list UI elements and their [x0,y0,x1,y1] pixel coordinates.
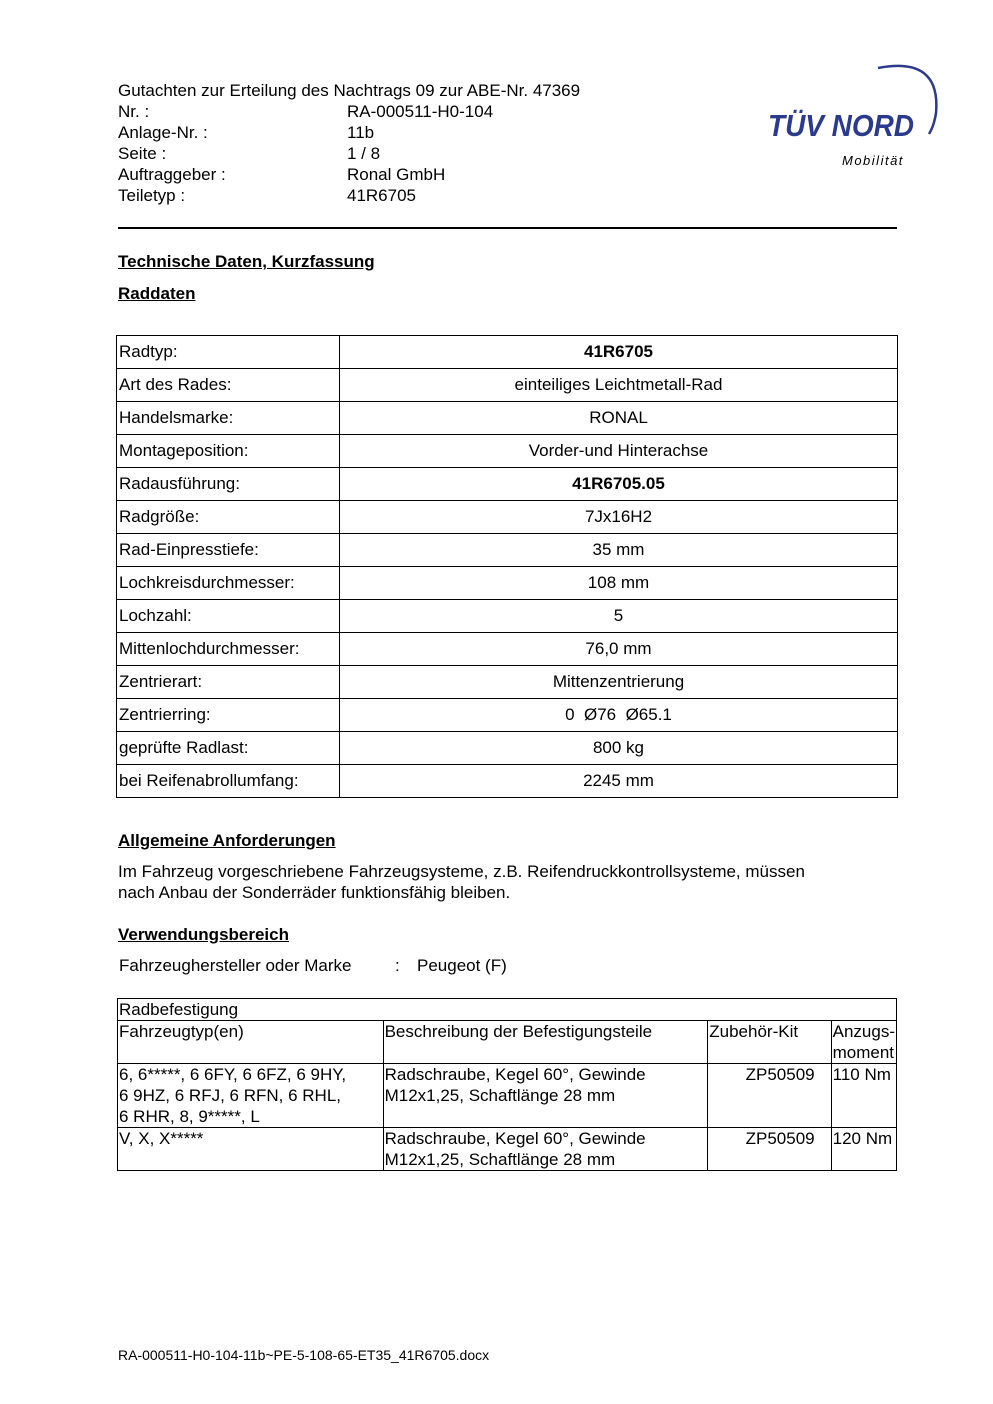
row-label: Radgröße: [117,501,340,534]
row-value: 7Jx16H2 [340,501,898,534]
row-label: Montageposition: [117,435,340,468]
paragraph-line: nach Anbau der Sonderräder funktionsfähig bleiben. [118,883,511,902]
table-row [117,468,898,501]
section-technische-daten: Technische Daten, Kurzfassung [118,252,375,271]
cell-fahrzeugtyp: V, X, X***** [118,1128,384,1171]
row-label: Zentrierring: [117,699,340,732]
row-label: Rad-Einpresstiefe: [117,534,340,567]
cell-line: 6 9HZ, 6 RFJ, 6 RFN, 6 RHL, [119,1086,341,1105]
header-row-seite [118,143,580,164]
table-row [117,435,898,468]
cell-line: 6 RHR, 8, 9*****, L [119,1107,260,1126]
row-value: 800 kg [340,732,898,765]
table-title: Radbefestigung [118,999,897,1021]
logo-brand: TÜV NORD [768,108,914,143]
allgemeine-paragraph [118,861,878,903]
cell-anzugsmoment: 110 Nm [831,1064,896,1128]
paragraph-line: Im Fahrzeug vorgeschriebene Fahrzeugsysteme, z.B. Reifendruckkontrollsysteme, müssen [118,862,805,881]
table-row [117,600,898,633]
header-key: Teiletyp : [118,186,186,205]
logo-sub: Mobilität [842,153,904,168]
row-label: Lochzahl: [117,600,340,633]
header-line: moment [832,1043,895,1062]
document-footer: RA-000511-H0-104-11b~PE-5-108-65-ET35_41R6705.docx [118,1347,490,1363]
marke-line [119,956,507,976]
row-label: Mittenlochdurchmesser: [117,633,340,666]
header-anzugsmoment [831,1021,896,1064]
row-label: Radausführung: [117,468,340,501]
cell-fahrzeugtyp [118,1064,384,1128]
cell-line: Radschraube, Kegel 60°, Gewinde [384,1065,646,1084]
row-value: 41R6705 [340,336,898,369]
cell-line: M12x1,25, Schaftlänge 28 mm [384,1086,616,1105]
header-beschreibung: Beschreibung der Befestigungsteile [383,1021,708,1064]
row-label: Lochkreisdurchmesser: [117,567,340,600]
row-value: einteiliges Leichtmetall-Rad [340,369,898,402]
header-value: 41R6705 [347,186,417,205]
table-row [118,999,897,1021]
header-row-auftraggeber [118,164,580,185]
header-key: Nr. : [118,102,150,121]
row-label: geprüfte Radlast: [117,732,340,765]
section-allgemeine-anforderungen: Allgemeine Anforderungen [118,831,336,850]
row-value: 108 mm [340,567,898,600]
table-row [117,633,898,666]
header-row-anlage [118,122,580,143]
header-value: 1 / 8 [347,144,381,163]
row-label: Art des Rades: [117,369,340,402]
table-row [117,666,898,699]
table-row [118,1064,897,1128]
raddaten-table [116,335,898,798]
header-zubehoer-kit: Zubehör-Kit [708,1021,831,1064]
cell-line: M12x1,25, Schaftlänge 28 mm [384,1150,616,1169]
cell-beschreibung [383,1064,708,1128]
table-row [117,534,898,567]
header-key: Auftraggeber : [118,165,226,184]
row-value: 0 Ø76 Ø65.1 [340,699,898,732]
header-row-teiletyp [118,185,580,206]
table-row [117,336,898,369]
document-header [118,80,580,206]
row-label: Radtyp: [117,336,340,369]
row-value: Vorder-und Hinterachse [340,435,898,468]
cell-zubehoer-kit: ZP50509 [708,1128,831,1171]
table-row [117,699,898,732]
header-line: Anzugs- [832,1022,895,1041]
tuev-nord-logo [766,58,941,173]
row-label: Zentrierart: [117,666,340,699]
table-row [117,765,898,798]
row-label: bei Reifenabrollumfang: [117,765,340,798]
cell-line: 6, 6*****, 6 6FY, 6 6FZ, 6 9HY, [119,1065,347,1084]
cell-line: Radschraube, Kegel 60°, Gewinde [384,1129,646,1148]
table-row [117,732,898,765]
header-rule [118,227,897,229]
marke-label: Fahrzeughersteller oder Marke [119,956,352,975]
table-row [118,1128,897,1171]
row-value: RONAL [340,402,898,435]
cell-zubehoer-kit: ZP50509 [708,1064,831,1128]
header-row-nr [118,101,580,122]
table-row [117,369,898,402]
row-value: 5 [340,600,898,633]
marke-value: Peugeot (F) [417,956,507,975]
document-title: Gutachten zur Erteilung des Nachtrags 09 zur ABE-Nr. 47369 [118,81,581,100]
radbefestigung-table [117,998,897,1171]
table-row [117,501,898,534]
table-header-row [118,1021,897,1064]
header-value: 11b [347,123,375,142]
table-row [117,402,898,435]
section-raddaten: Raddaten [118,284,196,303]
cell-beschreibung [383,1128,708,1171]
header-value: Ronal GmbH [347,165,446,184]
row-value: 41R6705.05 [340,468,898,501]
row-value: 2245 mm [340,765,898,798]
marke-separator: : [395,956,400,975]
header-key: Seite : [118,144,167,163]
row-value: Mittenzentrierung [340,666,898,699]
section-verwendungsbereich: Verwendungsbereich [118,925,289,944]
row-value: 76,0 mm [340,633,898,666]
table-row [117,567,898,600]
cell-anzugsmoment: 120 Nm [831,1128,896,1171]
header-key: Anlage-Nr. : [118,123,208,142]
row-value: 35 mm [340,534,898,567]
header-value: RA-000511-H0-104 [347,102,494,121]
header-fahrzeugtyp: Fahrzeugtyp(en) [118,1021,384,1064]
row-label: Handelsmarke: [117,402,340,435]
